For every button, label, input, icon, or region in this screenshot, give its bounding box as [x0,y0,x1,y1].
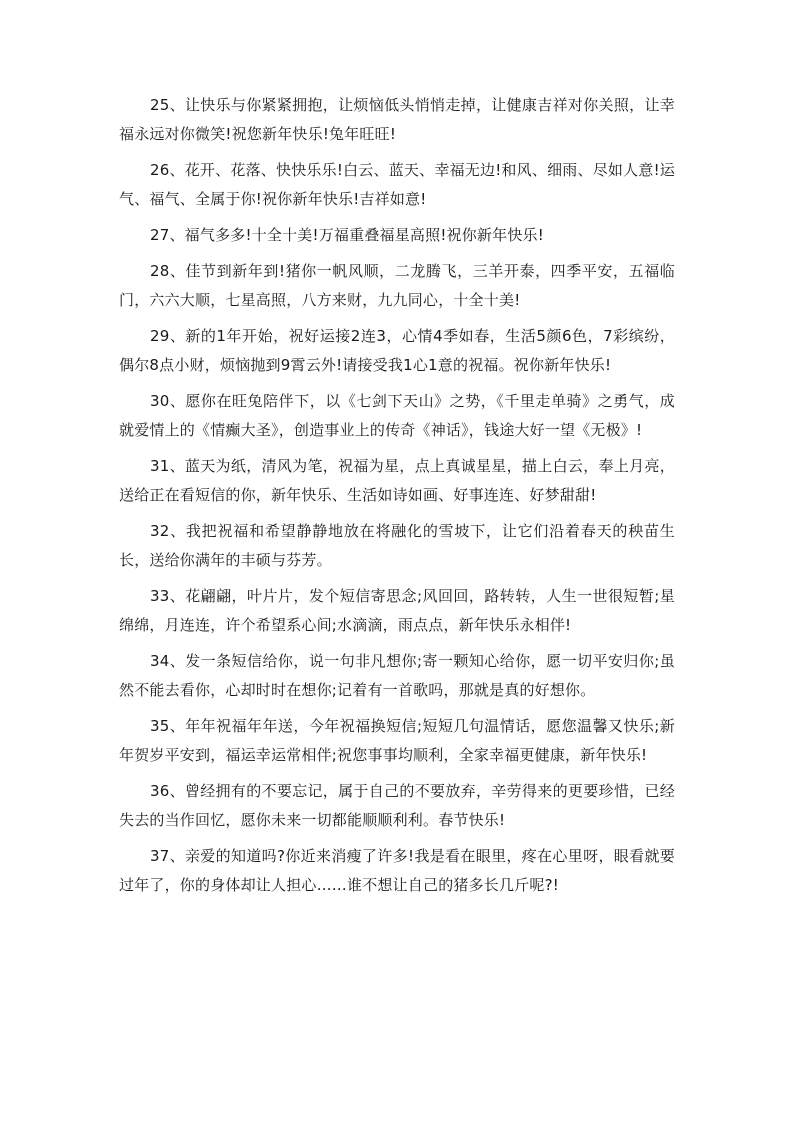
paragraph-35: 35、年年祝福年年送，今年祝福换短信;短短几句温情话，愿您温馨又快乐;新年贺岁平安到，福运幸运常相伴;祝您事事均顺利，全家幸福更健康，新年快乐! [119,717,675,764]
paragraph-31: 31、蓝天为纸，清风为笔，祝福为星，点上真诚星星，描上白云，奉上月亮，送给正在看短信的你，新年快乐、生活如诗如画、好事连连、好梦甜甜! [119,457,675,504]
paragraph-34: 34、发一条短信给你，说一句非凡想你;寄一颗知心给你，愿一切平安归你;虽然不能去看你，心却时时在想你;记着有一首歌吗，那就是真的好想你。 [119,652,675,699]
paragraph-26: 26、花开、花落、快快乐乐!白云、蓝天、幸福无边!和风、细雨、尽如人意!运气、福气、全属于你!祝你新年快乐!吉祥如意! [119,161,675,208]
paragraph-30: 30、愿你在旺兔陪伴下，以《七剑下天山》之势，《千里走单骑》之勇气，成就爱情上的《情癫大圣》，创造事业上的传奇《神话》，钱途大好一望《无极》! [119,392,675,439]
paragraph-27: 27、福气多多!十全十美!万福重叠福星高照!祝你新年快乐! [150,226,544,244]
paragraph-37: 37、亲爱的知道吗?你近来消瘦了许多!我是看在眼里，疼在心里呀，眼看就要过年了，你的身体却让人担心……谁不想让自己的猪多长几斤呢?! [119,847,675,894]
paragraph-28: 28、佳节到新年到!猪你一帆风顺，二龙腾飞，三羊开泰，四季平安，五福临门，六六大顺，七星高照，八方来财，九九同心，十全十美! [119,262,675,309]
paragraph-33: 33、花翩翩，叶片片，发个短信寄思念;风回回，路转转，人生一世很短暂;星绵绵，月连连，许个希望系心间;水滴滴，雨点点，新年快乐永相伴! [119,587,675,634]
paragraph-32: 32、我把祝福和希望静静地放在将融化的雪坡下，让它们沿着春天的秧苗生长，送给你满年的丰硕与芬芳。 [119,522,675,569]
paragraph-25: 25、让快乐与你紧紧拥抱，让烦恼低头悄悄走掉，让健康吉祥对你关照，让幸福永远对你微笑!祝您新年快乐!兔年旺旺! [119,96,675,143]
paragraph-29: 29、新的1年开始，祝好运接2连3，心情4季如春，生活5颜6色，7彩缤纷，偶尔8点小财，烦恼抛到9霄云外!请接受我1心1意的祝福。祝你新年快乐! [119,327,675,374]
document-body [119,91,675,907]
paragraph-36: 36、曾经拥有的不要忘记，属于自己的不要放弃，辛劳得来的更要珍惜，已经失去的当作回忆，愿你未来一切都能顺顺利利。春节快乐! [119,782,675,829]
